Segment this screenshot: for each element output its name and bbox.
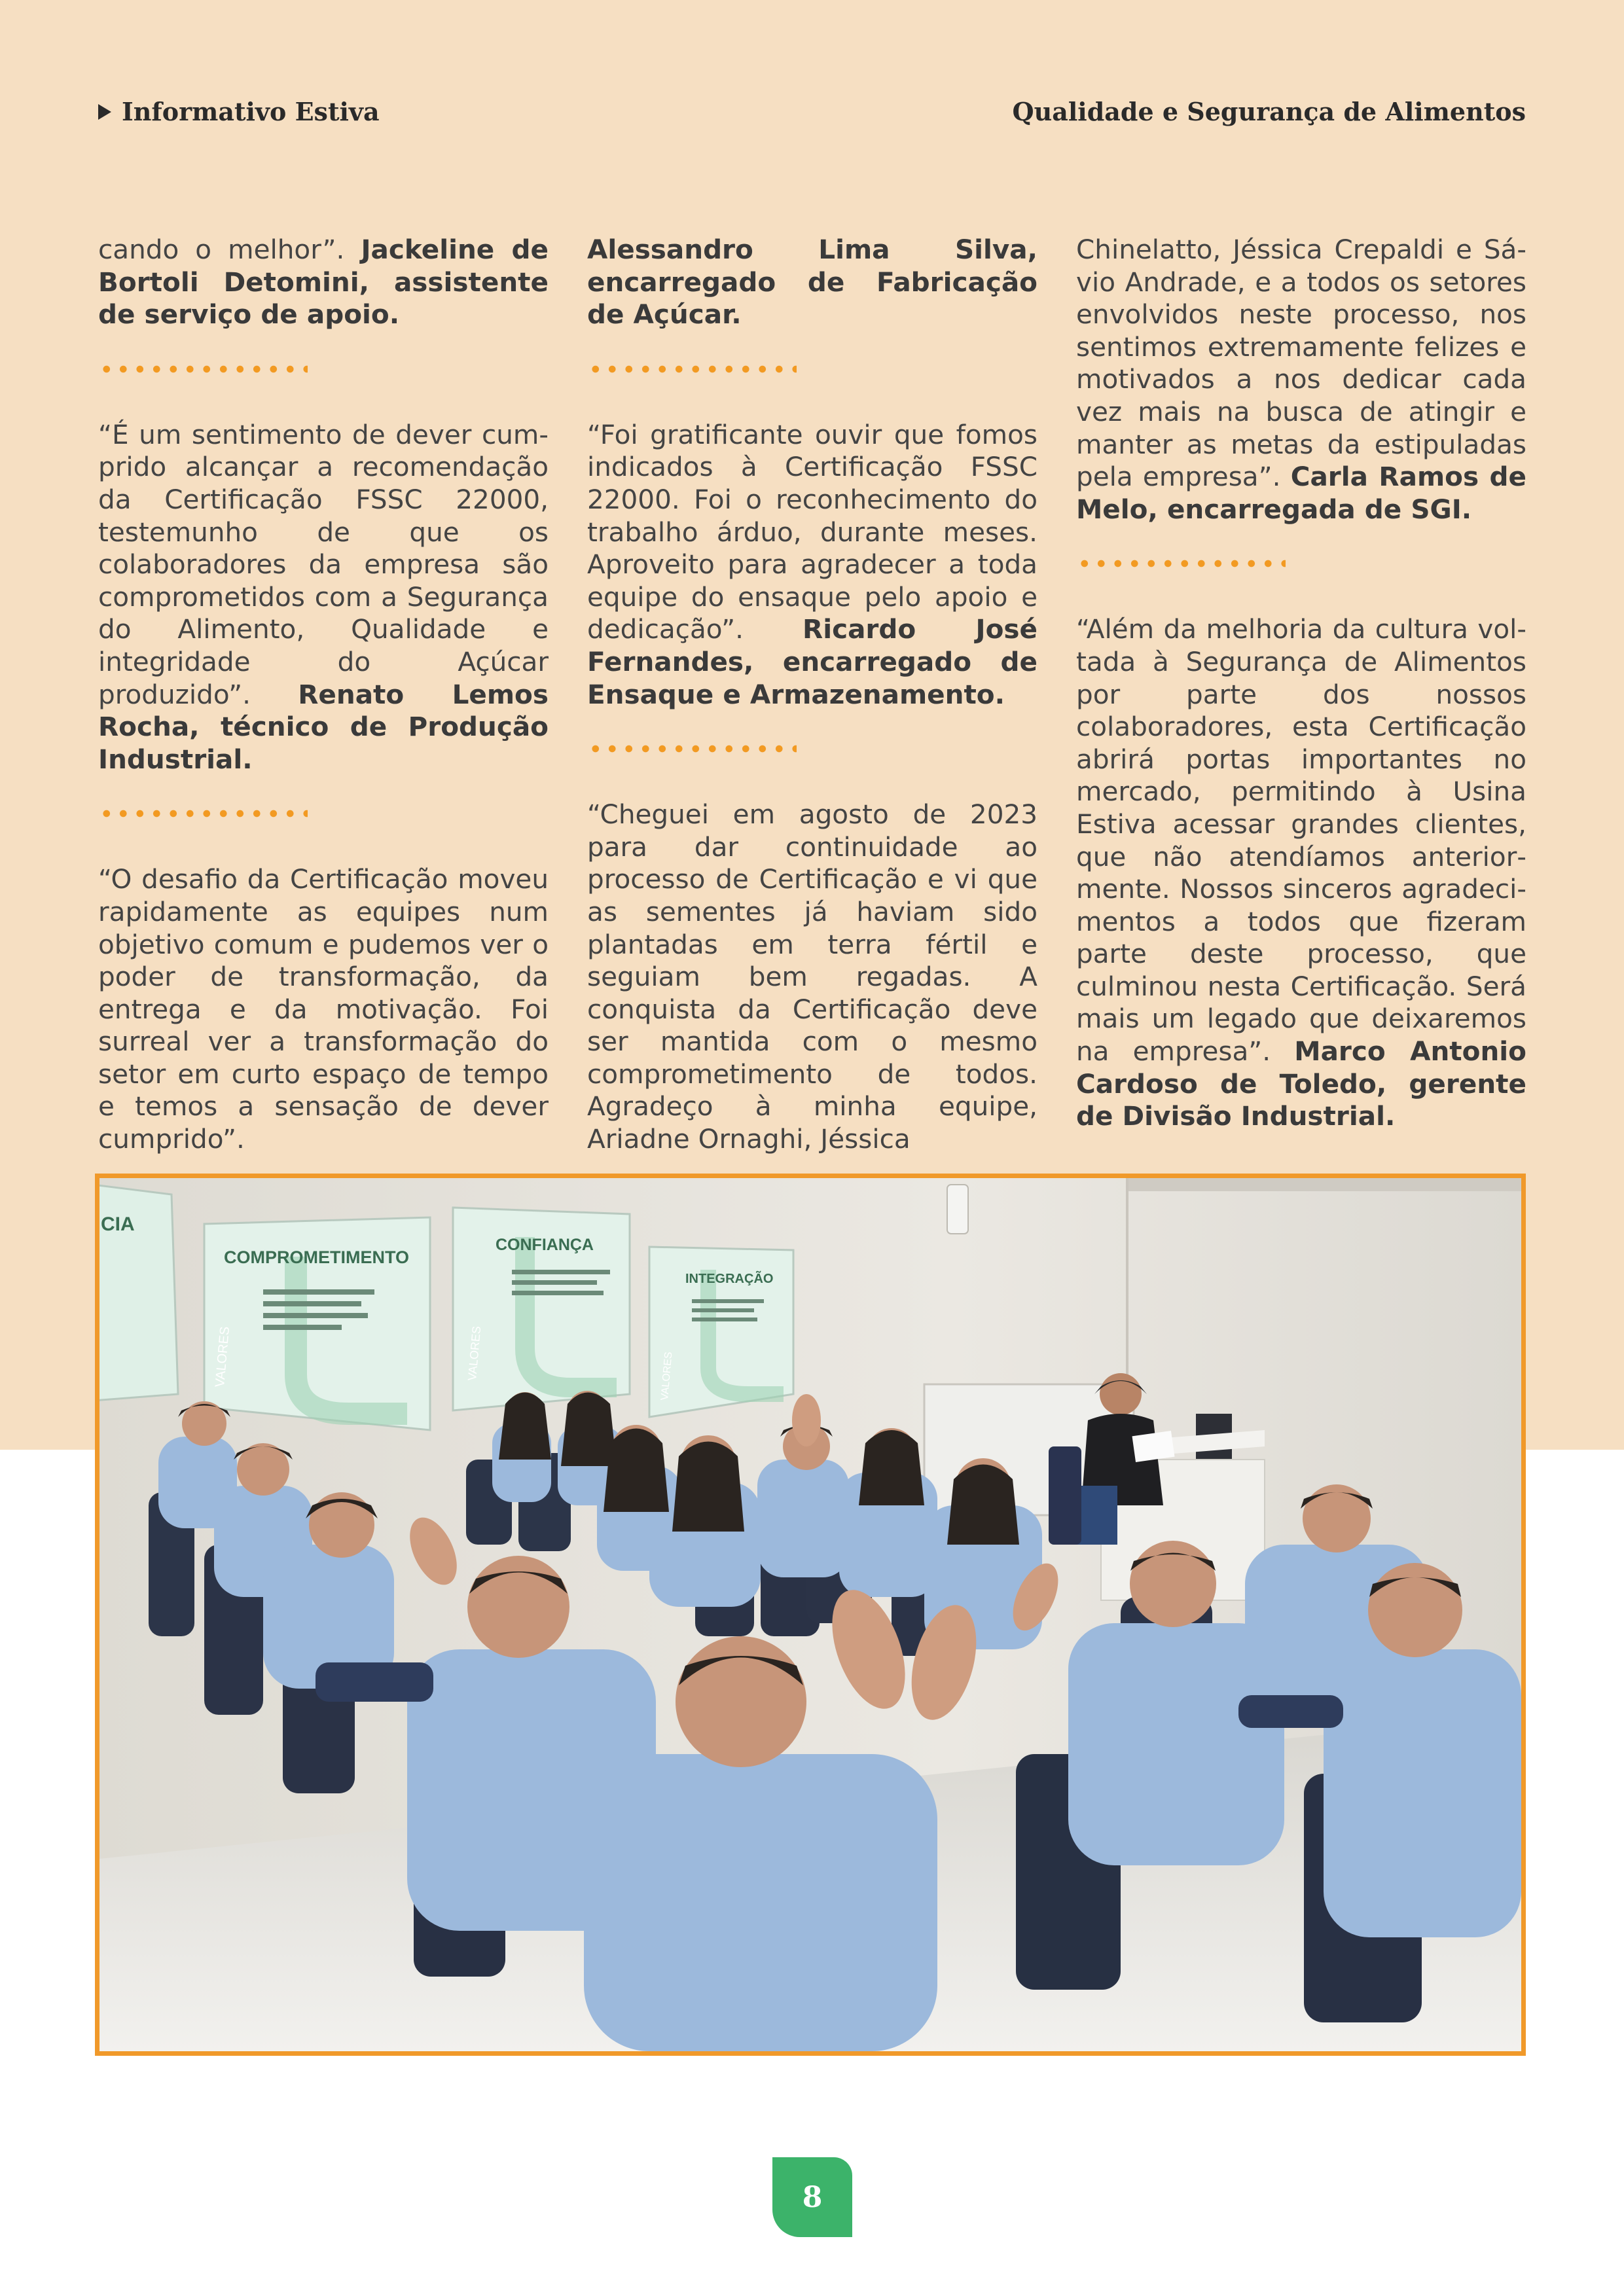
- quote-author: Renato Lemos Rocha, técnico de Produção Industrial.: [98, 678, 549, 775]
- panel-vertical-label: VALORES: [659, 1351, 675, 1401]
- quote-text: Chinelatto, Jéssica Crepaldi e Sávio Andrade, e a todos os setores envolvidos neste processo, nos sentimos extremamente felizes e motivados a nos dedicar cada vez mais na busca de atingir e manter as metas da estipuladas pela empresa”.: [1076, 234, 1526, 493]
- quote-text: “Além da melhoria da cultura voltada à Segurança de Alimentos por parte dos nossos colaboradores, esta Certificação abrirá portas importantes no mercado, permitindo à Usina Estiva acessar grandes clientes, que não atendíamos anteriormente. Nossos sinceros agradecimentos a todos que fizeram parte deste processo, que culminou nesta Certificação. Será mais um legado que deixaremos na empresa”.: [1076, 613, 1526, 1067]
- quote-paragraph: [587, 234, 1038, 331]
- quote-paragraph: [98, 863, 549, 1155]
- quote-author: Marco Antonio Cardoso de Toledo, gerente de Divisão Industrial.: [1076, 1035, 1526, 1132]
- quote-text: “O desafio da Certificação moveu rapidamente as equipes num objetivo comum e pudemos ver o poder de transformação, da entrega e da motivação. Foi surreal ver a transformação do setor em curto espaço de tempo e temos a sensação de dever cumprido”.: [98, 863, 549, 1155]
- quote-author: Ricardo José Fernandes, encarregado de Ensaque e Armazenamento.: [587, 613, 1038, 710]
- quote-text: “Cheguei em agosto de 2023 para dar continuidade ao processo de Certificação e vi que as sementes já haviam sido plantadas em terra fértil e seguiam bem regadas. A conquista da Certificação deve ser mantida com o mesmo comprometimento de todos. Agradeço à minha equipe, Ariadne Ornaghi, Jéssica: [587, 798, 1038, 1155]
- text-column-2: [587, 234, 1038, 1156]
- quote-author: Alessandro Lima Silva, encarregado de Fabricação de Açúcar.: [587, 234, 1038, 331]
- panel-vertical-label: VALORES: [465, 1325, 484, 1382]
- panel-vertical-label: VALORES: [213, 1325, 233, 1388]
- panel-label: CIA: [101, 1213, 135, 1235]
- panel-label: CONFIANÇA: [496, 1236, 594, 1254]
- quote-text: “É um sentimento de dever cumprido alcançar a recomendação da Certificação FSSC 22000, testemunho de que os colaboradores da empresa são comprometidos com a Segurança do Alimento, Qualidade e integridade do Açúcar produzido”.: [98, 418, 549, 710]
- panel-label: INTEGRAÇÃO: [685, 1272, 774, 1286]
- quote-paragraph: [587, 798, 1038, 1156]
- triangle-bullet-icon: [98, 104, 111, 120]
- dotted-divider: [98, 808, 308, 819]
- quote-paragraph: [587, 419, 1038, 711]
- quote-paragraph: [98, 234, 549, 331]
- section-title: Qualidade e Segurança de Alimentos: [1012, 97, 1526, 126]
- page-number: 8: [772, 2157, 852, 2237]
- meeting-photo: [95, 1174, 1526, 2056]
- panel-label: COMPROMETIMENTO: [224, 1247, 409, 1267]
- dotted-divider: [587, 364, 797, 374]
- meeting-photo-illustration: [99, 1178, 1521, 2051]
- quote-text: cando o melhor”.: [98, 234, 361, 265]
- dotted-divider: [98, 364, 308, 374]
- text-column-1: [98, 234, 549, 1156]
- quote-paragraph: [1076, 234, 1526, 526]
- quote-paragraph: [1076, 613, 1526, 1133]
- dotted-divider: [587, 744, 797, 754]
- text-column-3: [1076, 234, 1526, 1133]
- quote-author: Jackeline de Bortoli Detomini, assistente de serviço de apoio.: [98, 234, 549, 331]
- newsletter-title: Informativo Estiva: [122, 97, 380, 126]
- header-left: [98, 97, 380, 126]
- quote-text: “Foi gratificante ouvir que fomos indicados à Certificação FSSC 22000. Foi o reconhecimento do trabalho árduo, durante meses. Aproveito para agradecer a toda equipe do ensaque pelo apoio e dedicação”.: [587, 418, 1038, 645]
- quote-author: Carla Ramos de Melo, encarregada de SGI.: [1076, 461, 1526, 525]
- dotted-divider: [1076, 558, 1286, 569]
- quote-paragraph: [98, 419, 549, 776]
